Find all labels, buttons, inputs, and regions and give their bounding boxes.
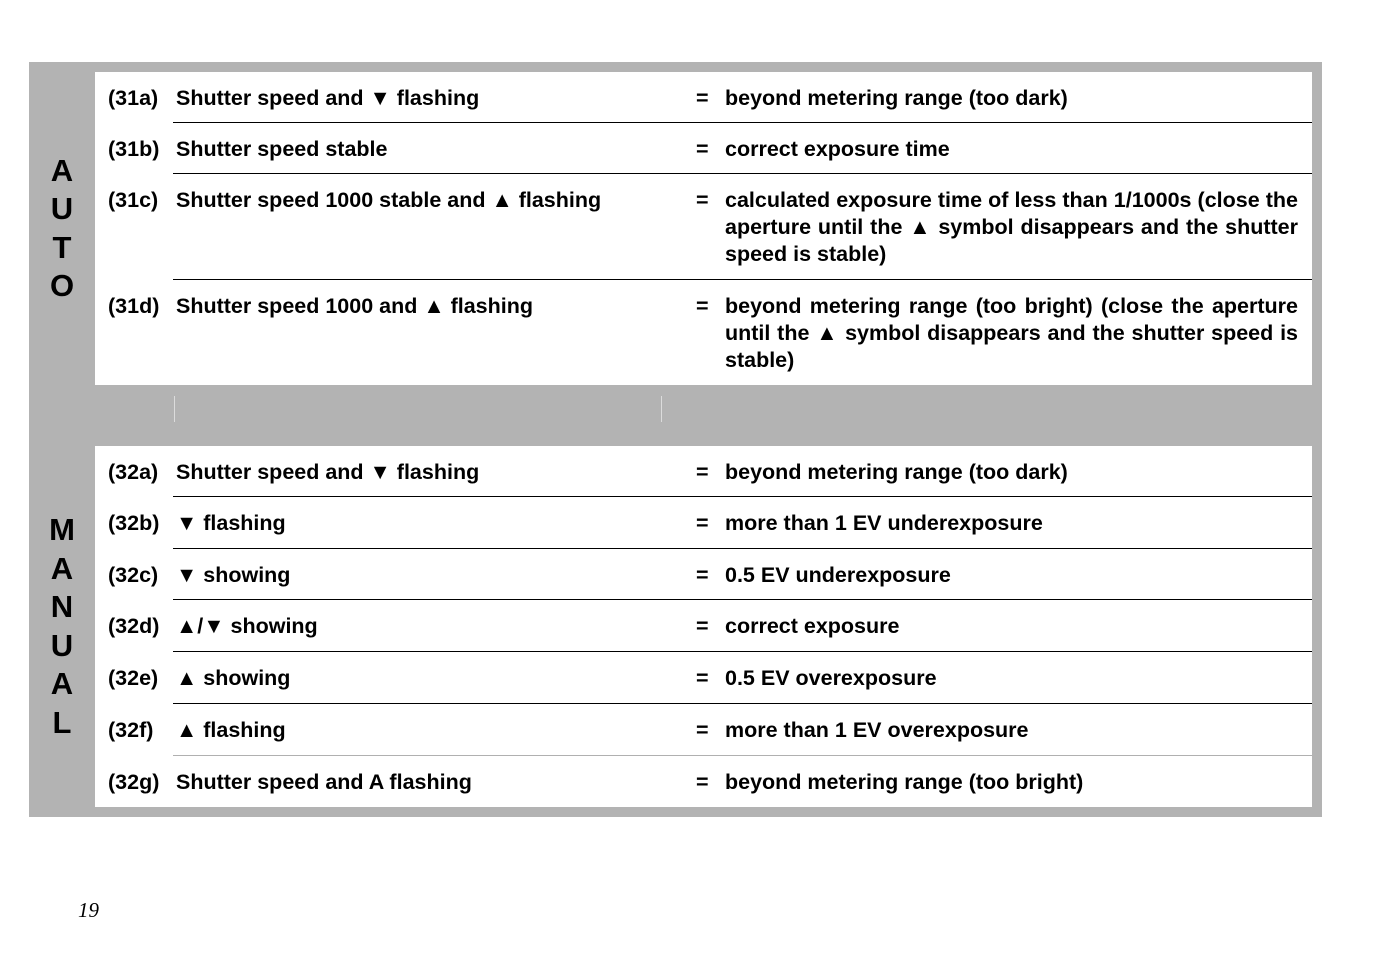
table-row: [95, 756, 1312, 807]
row-code: (32g): [108, 770, 160, 794]
row-result: beyond metering range (too dark): [725, 86, 1068, 110]
table-row: [95, 600, 1312, 652]
manual-letter: A: [50, 550, 74, 586]
row-condition: ▲ flashing: [176, 718, 286, 742]
row-code: (32f): [108, 718, 154, 742]
page-number: 19: [78, 898, 99, 922]
table-row: [95, 446, 1312, 497]
row-equals: =: [696, 770, 709, 794]
row-condition: Shutter speed 1000 and ▲ flashing: [176, 294, 534, 318]
row-result: beyond metering range (too dark): [725, 460, 1068, 484]
row-equals: =: [696, 666, 709, 690]
row-result: correct exposure time: [725, 137, 950, 161]
row-equals: =: [696, 294, 709, 318]
table-row: [95, 280, 1312, 385]
separator-tick: [174, 396, 175, 422]
row-condition: ▲/▼ showing: [176, 614, 318, 638]
manual-section: [95, 446, 1312, 807]
row-equals: =: [696, 188, 709, 212]
table-row: [95, 704, 1312, 756]
row-code: (32c): [108, 563, 159, 587]
row-equals: =: [696, 563, 709, 587]
row-condition: Shutter speed 1000 stable and ▲ flashing: [176, 188, 602, 212]
auto-letter: A: [50, 152, 74, 188]
row-equals: =: [696, 86, 709, 110]
row-equals: =: [696, 137, 709, 161]
row-code: (32b): [108, 511, 160, 535]
row-result: calculated exposure time of less than 1/1000s (close the aperture until the ▲ symbol disappears and the shutter speed is stable): [725, 188, 1298, 266]
row-equals: =: [696, 460, 709, 484]
table-row: [95, 123, 1312, 174]
row-code: (31b): [108, 137, 160, 161]
row-equals: =: [696, 718, 709, 742]
manual-letter: N: [50, 589, 74, 624]
row-condition: Shutter speed stable: [176, 137, 388, 161]
manual-letter: M: [49, 512, 75, 547]
row-condition: ▲ showing: [176, 666, 291, 690]
row-result: 0.5 EV overexposure: [725, 666, 937, 690]
table-row: [95, 549, 1312, 600]
row-condition: Shutter speed and A flashing: [176, 770, 472, 794]
row-code: (31a): [108, 86, 159, 110]
table-row: [95, 72, 1312, 123]
row-result: more than 1 EV underexposure: [725, 511, 1043, 535]
row-code: (31c): [108, 188, 159, 212]
row-condition: ▼ showing: [176, 563, 291, 587]
row-result: correct exposure: [725, 614, 900, 638]
row-condition: Shutter speed and ▼ flashing: [176, 460, 480, 484]
row-condition: Shutter speed and ▼ flashing: [176, 86, 480, 110]
row-result: 0.5 EV underexposure: [725, 563, 951, 587]
row-code: (31d): [108, 294, 160, 318]
separator-tick: [661, 396, 662, 422]
metering-table: [29, 62, 1322, 817]
auto-mode-label: [29, 72, 95, 385]
row-result: more than 1 EV overexposure: [725, 718, 1029, 742]
auto-letter: O: [49, 268, 75, 303]
manual-letter: A: [50, 666, 74, 701]
row-condition: ▼ flashing: [176, 511, 286, 535]
auto-section: [95, 72, 1312, 385]
row-equals: =: [696, 511, 709, 535]
auto-letter: U: [50, 191, 74, 226]
auto-letter: T: [52, 229, 72, 265]
row-equals: =: [696, 614, 709, 638]
table-row: [95, 174, 1312, 280]
manual-letter: L: [52, 704, 72, 740]
row-code: (32a): [108, 460, 159, 484]
manual-letter: U: [50, 627, 74, 663]
row-result: beyond metering range (too bright): [725, 770, 1084, 794]
row-result: beyond metering range (too bright) (close the aperture until the ▲ symbol disappears and the shutter speed is stable): [725, 294, 1298, 372]
row-code: (32e): [108, 666, 159, 690]
table-row: [95, 652, 1312, 704]
row-code: (32d): [108, 614, 160, 638]
manual-mode-label: [29, 446, 95, 807]
table-row: [95, 497, 1312, 549]
